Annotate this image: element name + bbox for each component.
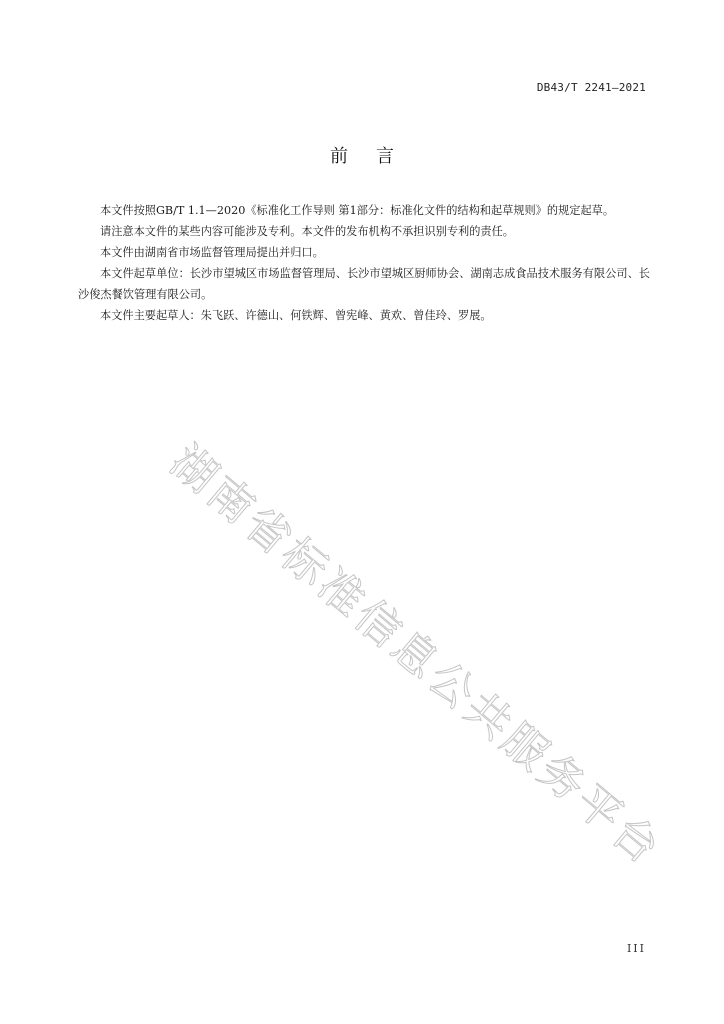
foreword-body: [78, 200, 650, 326]
paragraph-drafting-units: 本文件起草单位：长沙市望城区市场监督管理局、长沙市望城区厨师协会、湖南志成食品技术服务有限公司、长沙俊杰餐饮管理有限公司。: [78, 267, 650, 301]
paragraph-drafters: 本文件主要起草人：朱飞跃、许德山、何铁辉、曾宪峰、黄欢、曾佳玲、罗展。: [100, 309, 492, 322]
paragraph-proposer: 本文件由湖南省市场监督管理局提出并归口。: [100, 246, 324, 259]
paragraph-patent-notice: 请注意本文件的某些内容可能涉及专利。本文件的发布机构不承担识别专利的责任。: [100, 225, 514, 238]
page-number: III: [626, 942, 646, 955]
page-title: 前言: [330, 146, 422, 167]
paragraph-drafting-rules: 本文件按照GB/T 1.1—2020《标准化工作导则 第1部分：标准化文件的结构和起草规则》的规定起草。: [100, 204, 615, 217]
watermark: 湖南省标准信息公共服务平台: [160, 435, 672, 877]
standard-number: DB43/T 2241—2021: [536, 81, 646, 94]
